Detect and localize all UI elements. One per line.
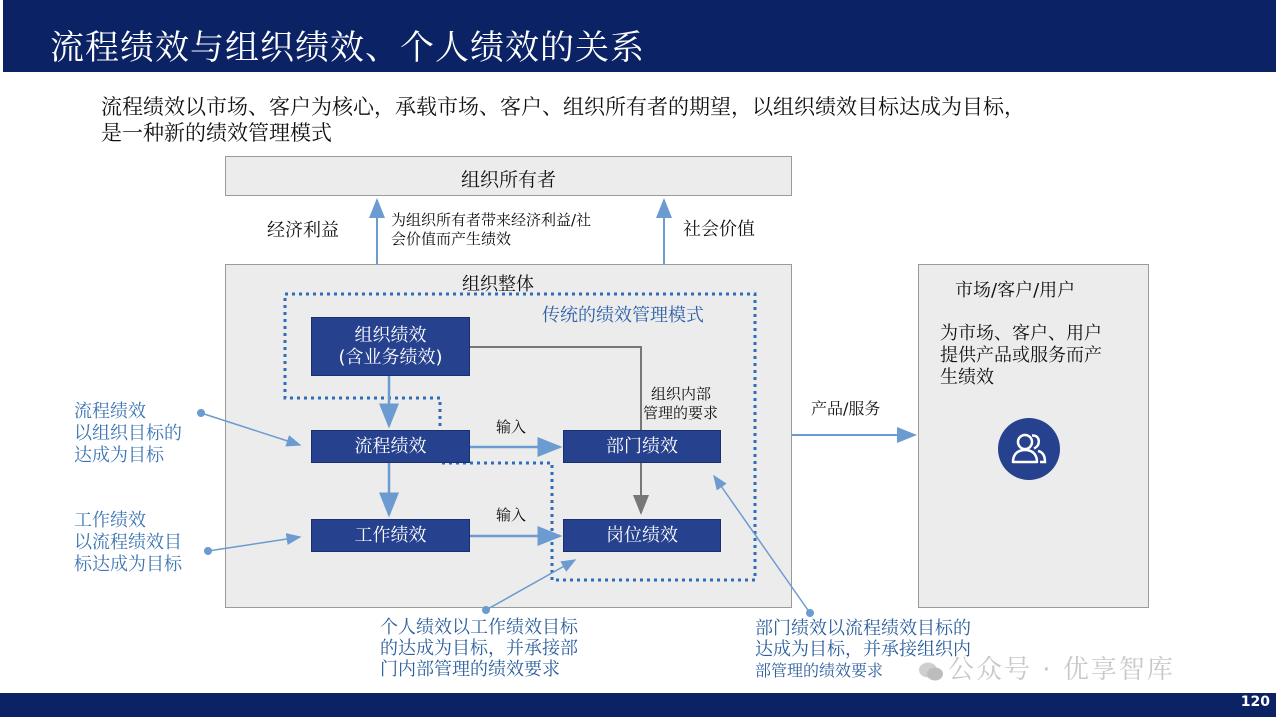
org-whole-label: 组织整体 bbox=[462, 274, 534, 295]
pointer-left-2 bbox=[208, 537, 300, 551]
wechat-icon bbox=[918, 660, 944, 682]
work-perf-box: 工作绩效 bbox=[311, 519, 470, 552]
page-title: 流程绩效与组织绩效、个人绩效的关系 bbox=[50, 28, 645, 68]
left-note-work-line-3: 标达成为目标 bbox=[74, 554, 182, 575]
left-note-process bbox=[74, 401, 182, 467]
produce-label-line-1: 为组织所有者带来经济利益/社 bbox=[391, 211, 592, 229]
post-perf-box: 岗位绩效 bbox=[563, 519, 721, 552]
internal-req-label bbox=[643, 385, 718, 423]
pointer-bottom-1 bbox=[486, 560, 575, 610]
users-icon bbox=[998, 418, 1060, 480]
produce-label bbox=[391, 211, 591, 249]
bottom-note-personal-line-1: 个人绩效以工作绩效目标 bbox=[380, 617, 578, 638]
market-title: 市场/客户/用户 bbox=[955, 280, 1076, 301]
social-value-label: 社会价值 bbox=[683, 219, 755, 240]
intro-line-1: 流程绩效以市场、客户为核心，承载市场、客户、组织所有者的期望，以组织绩效目标达成为目标， bbox=[101, 95, 1025, 119]
market-desc-line-1: 为市场、客户、用户 bbox=[940, 323, 1102, 344]
org-perf-line-2: (含业务绩效) bbox=[338, 346, 443, 368]
page-number: 120 bbox=[1240, 694, 1270, 710]
watermark-text: 公众号 · 优享智库 bbox=[948, 655, 1175, 685]
product-service-label: 产品/服务 bbox=[811, 399, 881, 418]
left-note-process-line-3: 达成为目标 bbox=[74, 445, 164, 466]
left-note-work-line-2: 以流程绩效目 bbox=[74, 532, 182, 553]
produce-label-line-2: 会价值而产生绩效 bbox=[391, 230, 512, 248]
org-owner-label: 组织所有者 bbox=[460, 169, 556, 191]
bottom-note-personal bbox=[380, 617, 578, 680]
market-desc-line-2: 提供产品或服务而产 bbox=[940, 345, 1102, 366]
market-desc-line-3: 生绩效 bbox=[940, 367, 994, 388]
intro-line-2: 是一种新的绩效管理模式 bbox=[101, 121, 332, 145]
bottom-note-dept-line-3: 部管理的绩效要求 bbox=[755, 661, 884, 680]
market-desc bbox=[940, 323, 1102, 389]
left-note-work-line-1: 工作绩效 bbox=[74, 510, 146, 531]
bottom-note-personal-line-3: 门内部管理的绩效要求 bbox=[380, 659, 560, 680]
org-perf-box bbox=[311, 317, 470, 376]
bottom-note-personal-line-2: 的达成为目标，并承接部 bbox=[380, 638, 578, 659]
input-label-2: 输入 bbox=[496, 506, 527, 524]
traditional-model-label: 传统的绩效管理模式 bbox=[542, 305, 704, 326]
economic-benefit-label: 经济利益 bbox=[267, 220, 339, 241]
watermark bbox=[918, 649, 1175, 686]
internal-req-line-1: 组织内部 bbox=[651, 385, 712, 403]
bottom-note-dept-line-1: 部门绩效以流程绩效目标的 bbox=[755, 618, 971, 639]
bottom-note-dept-line-2: 达成为目标，并承接组织内 bbox=[755, 639, 971, 660]
left-note-work bbox=[74, 510, 182, 576]
input-label-1: 输入 bbox=[496, 418, 527, 436]
pointer-bottom-2 bbox=[714, 476, 810, 613]
internal-req-line-2: 管理的要求 bbox=[643, 404, 719, 422]
org-perf-line-1: 组织绩效 bbox=[354, 324, 427, 346]
dept-perf-box: 部门绩效 bbox=[563, 430, 721, 463]
left-note-process-line-2: 以组织目标的 bbox=[74, 423, 182, 444]
process-perf-box: 流程绩效 bbox=[311, 430, 470, 463]
footer-bar bbox=[0, 693, 1276, 717]
left-note-process-line-1: 流程绩效 bbox=[74, 401, 146, 422]
pointer-left-1 bbox=[201, 413, 300, 445]
